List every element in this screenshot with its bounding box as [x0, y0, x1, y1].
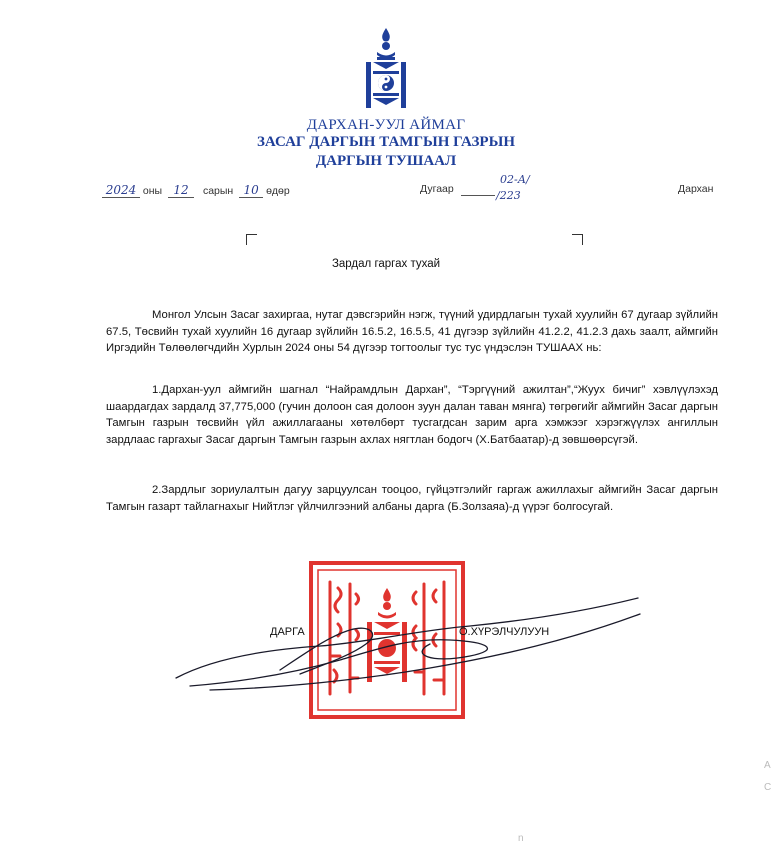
- signatory-title: ДАРГА: [270, 626, 305, 638]
- preamble-paragraph: [106, 307, 718, 357]
- office-name: ЗАСАГ ДАРГЫН ТАМГЫН ГАЗРЫН: [256, 134, 515, 150]
- date-month-suffix: сарын: [202, 185, 234, 197]
- aimag-name: ДАРХАН-УУЛ АЙМАГ: [306, 117, 466, 133]
- document-type: ДАРГЫН ТУШААЛ: [315, 153, 457, 169]
- signatory-name: О.ХҮРЭЛЧУЛУУН: [459, 626, 550, 638]
- date-day: 10: [239, 183, 263, 198]
- bracket-right: [572, 234, 583, 245]
- bracket-left: [246, 234, 257, 245]
- number-label: Дугаар: [420, 183, 454, 195]
- date-day-suffix: өдөр: [266, 185, 290, 197]
- preamble-text: Монгол Улсын Засаг захиргаа, нутаг дэвсгэрийн нэгж, түүний удирдлагын тухай хуулийн 67 дугаар зүйлийн 67.5, Төсвийн тухай хуулийн 16 дугаар зүйлийн 16.5.2, 16.5.5, 41 дүгээр зүйлийн 41.2.2, 41.2.3 дахь заалт, аймгийн Иргэдийн Төлөөлөгчдийн Хурлын 2024 оны 54 дүгээр тогтоолыг тус тус үндэслэн ТУШААХ нь:: [106, 309, 718, 354]
- order-item-1: [106, 382, 718, 448]
- edge-mark-2: C: [764, 782, 772, 793]
- bottom-mark: n: [518, 833, 524, 844]
- number-blank: [461, 183, 495, 196]
- handwritten-signature: [170, 590, 650, 700]
- order-item-2-text: 2.Зардлыг зориулалтын дагуу зарцуулсан тооцоо, гүйцэтгэлийг гаргаж ажиллахыг аймгийн Засаг даргын Тамгын газарт тайлагнахыг Нийтлэг үйлчилгээний албаны дарга (Б.Золзаяа)-д үүрэг болгосугай.: [106, 484, 718, 513]
- order-item-1-text: 1.Дархан-уул аймгийн шагнал “Найрамдлын Дархан”, “Тэргүүний ажилтан”,“Жуух бичиг” хэвлүүлэхэд шаардагдах зардалд 37,775,000 (гучин долоон сая долоон зуун далан таван мянга) төгрөгийг аймгийн Засаг даргын Тамгын газрын төсвийн үйл ажиллагааны хөтөлбөрт тусгагдсан зарим арга хэмжээг хэрэгжүүлэх ангиллын зардлаас гаргахыг Засаг даргын Тамгын газрын ахлах нягтлан бодогч (Х.Батбаатар)-д зөвшөөрсүгэй.: [106, 384, 718, 446]
- place: Дархан: [678, 183, 714, 195]
- subject-title: Зардал гаргах тухай: [331, 258, 441, 270]
- edge-mark-1: A: [764, 760, 771, 771]
- date-year-suffix: оны: [142, 185, 163, 197]
- date-month: 12: [168, 183, 194, 198]
- order-item-2: [106, 482, 718, 515]
- date-field: [102, 183, 290, 198]
- number-bottom: /223: [496, 189, 521, 202]
- number-top: 02-А/: [500, 173, 530, 186]
- document-number: [420, 183, 495, 196]
- date-year: 2024: [102, 183, 140, 198]
- soyombo-emblem-icon: [364, 26, 408, 112]
